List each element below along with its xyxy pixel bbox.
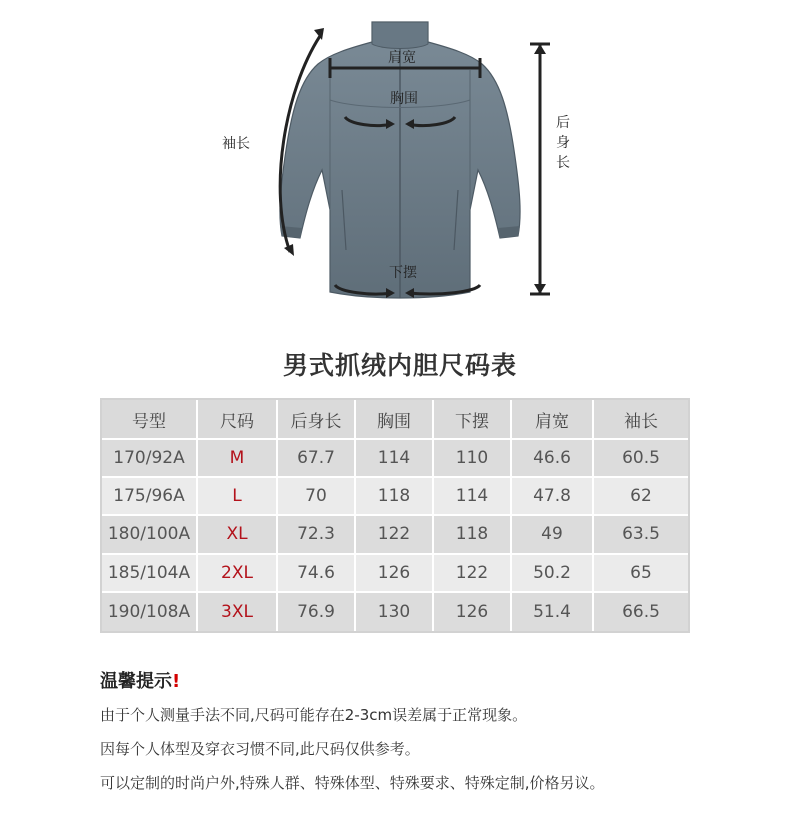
table-row [102,593,688,631]
cell-shoulder: 47.8 [512,478,594,516]
tip-line: 可以定制的时尚户外,特殊人群、特殊体型、特殊要求、特殊定制,价格另议。 [100,774,605,792]
cell-size: M [198,440,278,478]
cell-back-length: 72.3 [278,516,356,554]
cell-sleeve: 60.5 [594,440,688,478]
cell-sleeve: 63.5 [594,516,688,554]
cell-sleeve: 65 [594,555,688,593]
header-back-length: 后身长 [278,400,356,440]
cell-chest: 122 [356,516,434,554]
header-size: 尺码 [198,400,278,440]
cell-sleeve: 66.5 [594,593,688,631]
cell-shoulder: 50.2 [512,555,594,593]
back-length-measure-arrow [530,44,550,294]
table-header-row [102,400,688,440]
cell-shoulder: 51.4 [512,593,594,631]
sleeve-label: 袖长 [222,136,250,152]
cell-back-length: 67.7 [278,440,356,478]
cell-shoulder: 49 [512,516,594,554]
header-sleeve: 袖长 [594,400,688,440]
tip-line: 由于个人测量手法不同,尺码可能存在2-3cm误差属于正常现象。 [100,706,528,724]
cell-chest: 118 [356,478,434,516]
cell-size: XL [198,516,278,554]
cell-model: 185/104A [102,555,198,593]
cell-model: 170/92A [102,440,198,478]
table-row [102,516,688,554]
cell-model: 190/108A [102,593,198,631]
size-table-container [100,398,690,633]
size-chart-title: 男式抓绒内胆尺码表 [282,351,517,380]
cell-chest: 130 [356,593,434,631]
shoulder-label: 肩宽 [388,50,416,66]
cell-hem: 122 [434,555,512,593]
cell-chest: 114 [356,440,434,478]
cell-sleeve: 62 [594,478,688,516]
cell-size: 2XL [198,555,278,593]
header-shoulder: 肩宽 [512,400,594,440]
cell-hem: 118 [434,516,512,554]
size-table [102,400,688,631]
header-hem: 下摆 [434,400,512,440]
cell-back-length: 76.9 [278,593,356,631]
cell-model: 180/100A [102,516,198,554]
cell-model: 175/96A [102,478,198,516]
cell-back-length: 70 [278,478,356,516]
cell-shoulder: 46.6 [512,440,594,478]
cell-size: 3XL [198,593,278,631]
tips-exclamation: ! [172,671,181,692]
table-row [102,440,688,478]
tip-line: 因每个人体型及穿衣习惯不同,此尺码仅供参考。 [100,740,420,758]
chest-label: 胸围 [390,91,418,107]
header-chest: 胸围 [356,400,434,440]
tips-title-text: 温馨提示 [100,671,172,692]
cell-hem: 126 [434,593,512,631]
cell-hem: 114 [434,478,512,516]
cell-hem: 110 [434,440,512,478]
hem-label: 下摆 [389,265,417,281]
tips-heading [100,667,180,693]
jacket-measurement-diagram [0,0,800,320]
cell-chest: 126 [356,555,434,593]
cell-size: L [198,478,278,516]
cell-back-length: 74.6 [278,555,356,593]
table-row [102,555,688,593]
table-row [102,478,688,516]
back-length-label: 后身长 [556,115,570,171]
header-model: 号型 [102,400,198,440]
